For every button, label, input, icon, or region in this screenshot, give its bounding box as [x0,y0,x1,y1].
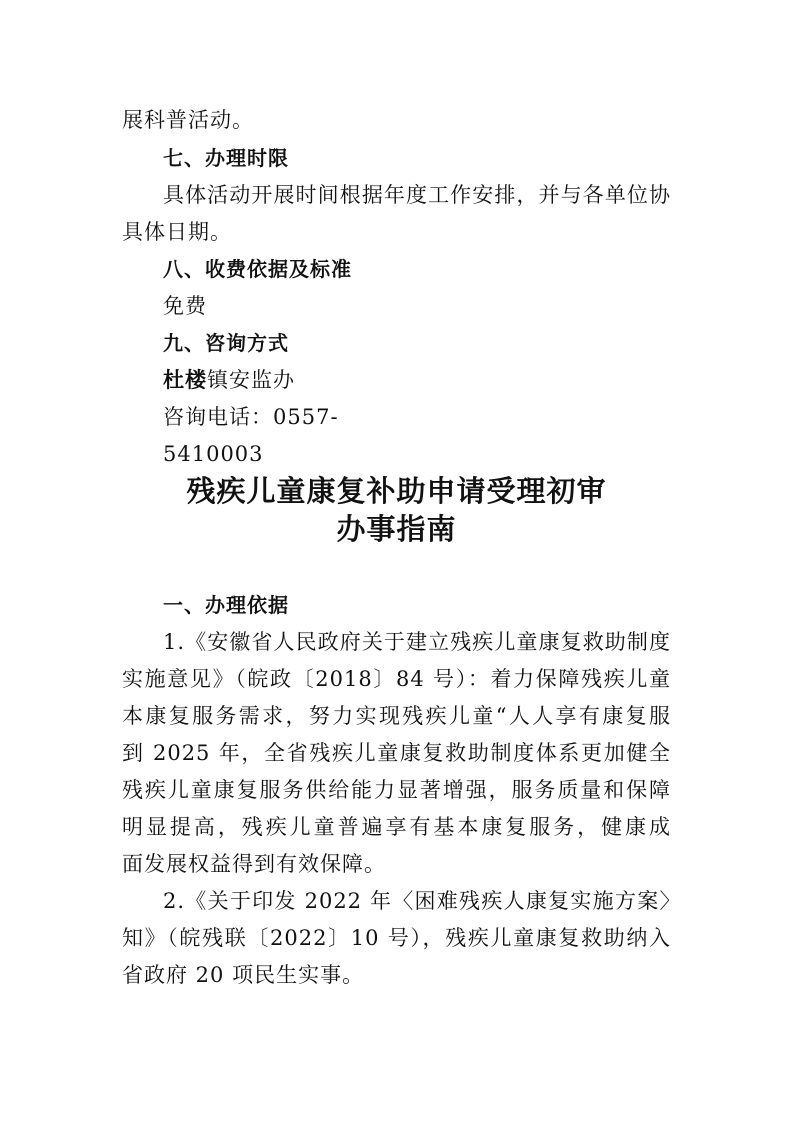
contact-office-town: 杜楼 [163,368,207,392]
basis-1-line-6: 明显提高，残疾儿童普遍享有基本康复服务，健康成 [122,815,671,839]
section-8-text: 免费 [163,294,207,318]
guide-title-line-1: 残疾儿童康复补助申请受理初审 [186,474,607,508]
section-9-heading: 九、咨询方式 [163,331,289,355]
basis-1-line-2: 实施意见》（皖政〔2018〕84 号）：着力保障残疾儿童 [122,667,671,691]
section-8-heading: 八、收费依据及标准 [163,257,352,281]
basis-1-line-5: 残疾儿童康复服务供给能力显著增强，服务质量和保障 [122,778,671,802]
basis-2-line-2: 知》（皖残联〔2022〕10 号），残疾儿童康复救助纳入 [122,926,671,950]
section-7-text-line-2: 具体日期。 [122,220,232,244]
guide-section-1-heading: 一、办理依据 [163,593,289,617]
contact-phone-line-1: 咨询电话：0557- [163,405,339,429]
guide-title-line-2: 办事指南 [336,512,457,546]
basis-1-line-1: 1.《安徽省人民政府关于建立残疾儿童康复救助制度 [163,630,671,654]
basis-1-line-3: 本康复服务需求，努力实现残疾儿童“人人享有康复服 [122,704,671,728]
basis-2-line-3: 省政府 20 项民生实事。 [122,963,365,987]
section-7-heading: 七、办理时限 [163,146,289,170]
basis-1-line-7: 面发展权益得到有效保障。 [122,852,386,876]
contact-office-name: 镇安监办 [207,368,295,392]
contact-office [163,365,295,395]
basis-2-line-1: 2.《关于印发 2022 年〈困难残疾人康复实施方案〉 [163,889,671,913]
basis-1-line-4: 到 2025 年，全省残疾儿童康复救助制度体系更加健全 [122,741,671,765]
contact-phone-line-2: 5410003 [163,442,264,466]
previous-paragraph-tail: 展科普活动。 [122,108,254,132]
section-7-text-line-1: 具体活动开展时间根据年度工作安排，并与各单位协 [163,183,671,207]
